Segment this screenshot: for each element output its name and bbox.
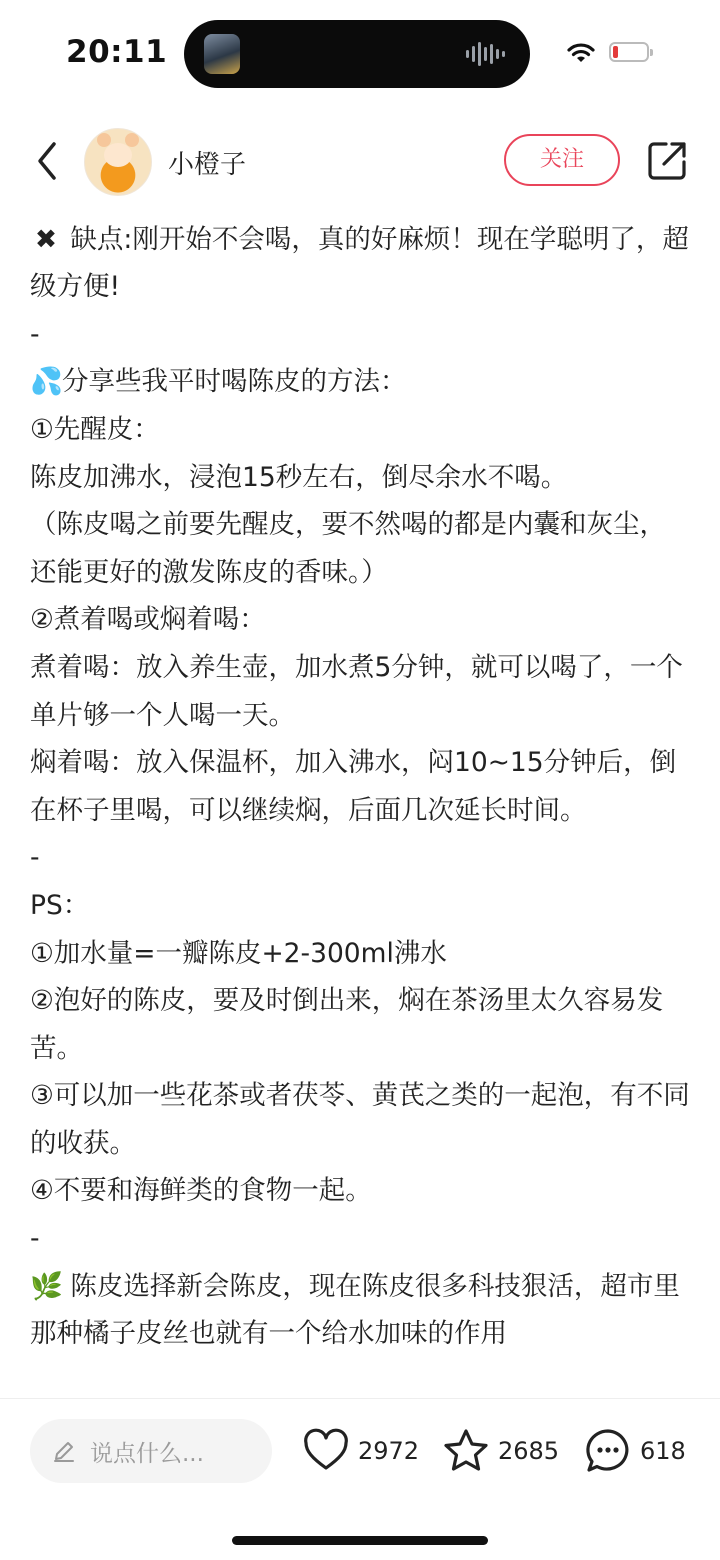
- like-button[interactable]: [302, 1423, 419, 1479]
- share-icon[interactable]: [646, 140, 688, 182]
- comment-button[interactable]: [584, 1423, 686, 1479]
- text-line: 🌿 陈皮选择新会陈皮，现在陈皮很多科技狠活，超市里那种橘子皮丝也就有一个给水加味的作用: [30, 1263, 690, 1358]
- comment-count: 618: [640, 1437, 686, 1465]
- text-line: 💦分享些我平时喝陈皮的方法：: [30, 358, 690, 406]
- audio-waveform-icon: [466, 40, 510, 68]
- wifi-icon: [566, 40, 596, 64]
- text-line: 焖着喝：放入保温杯，加入沸水，闷10~15分钟后，倒在杯子里喝，可以继续焖，后面几次延长时间。: [30, 747, 677, 826]
- status-bar: [0, 0, 720, 110]
- comment-input[interactable]: [30, 1419, 272, 1483]
- battery-icon: [609, 42, 649, 62]
- comment-bubble-icon: [584, 1427, 632, 1475]
- cross-mark-icon: ✖: [34, 223, 58, 255]
- star-icon: [442, 1427, 490, 1475]
- favorite-count: 2685: [498, 1437, 560, 1465]
- text-line: ✖ 缺点:刚开始不会喝，真的好麻烦！现在学聪明了，超级方便!: [30, 216, 690, 311]
- bottom-action-bar: [0, 1398, 720, 1503]
- text-line: ②煮着喝或焖着喝：: [30, 604, 266, 636]
- text-line: ③可以加一些花茶或者茯苓、黄芪之类的一起泡，有不同的收获。: [30, 1080, 690, 1159]
- text-line: 煮着喝：放入养生壶，加水煮5分钟，就可以喝了，一个单片够一个人喝一天。: [30, 651, 683, 731]
- comment-placeholder: 说点什么...: [90, 1441, 204, 1467]
- leaf-icon: 🌿: [30, 1270, 63, 1302]
- like-count: 2972: [358, 1437, 420, 1465]
- text-line: -: [30, 1223, 40, 1255]
- now-playing-thumbnail: [204, 34, 240, 74]
- text-line: ①先醒皮：: [30, 413, 160, 445]
- post-header: [0, 118, 720, 206]
- home-indicator[interactable]: [232, 1536, 488, 1545]
- text-line: -: [30, 318, 40, 350]
- sweat-droplets-icon: 💦: [30, 366, 63, 398]
- back-chevron-icon[interactable]: [30, 138, 70, 184]
- pencil-icon: [52, 1439, 76, 1463]
- text-line: 陈皮加沸水，浸泡15秒左右，倒尽余水不喝。: [30, 461, 568, 493]
- text-line: PS：: [30, 889, 90, 921]
- favorite-button[interactable]: [442, 1423, 559, 1479]
- heart-icon: [302, 1427, 350, 1475]
- author-name[interactable]: 小橙子: [168, 150, 247, 180]
- avatar[interactable]: [84, 128, 152, 196]
- post-body: [30, 192, 690, 1398]
- text-line: ④不要和海鲜类的食物一起。: [30, 1175, 372, 1207]
- status-time: 20:11: [66, 34, 168, 70]
- dynamic-island[interactable]: [184, 20, 530, 88]
- text-line: ②泡好的陈皮，要及时倒出来，焖在茶汤里太久容易发苦。: [30, 985, 664, 1064]
- text-line: （陈皮喝之前要先醒皮，要不然喝的都是内囊和灰尘，还能更好的激发陈皮的香味。）: [30, 509, 666, 588]
- text-line: -: [30, 842, 40, 874]
- text-line: ①加水量=一瓣陈皮+2-300ml沸水: [30, 937, 447, 969]
- follow-button[interactable]: 关注: [504, 134, 620, 186]
